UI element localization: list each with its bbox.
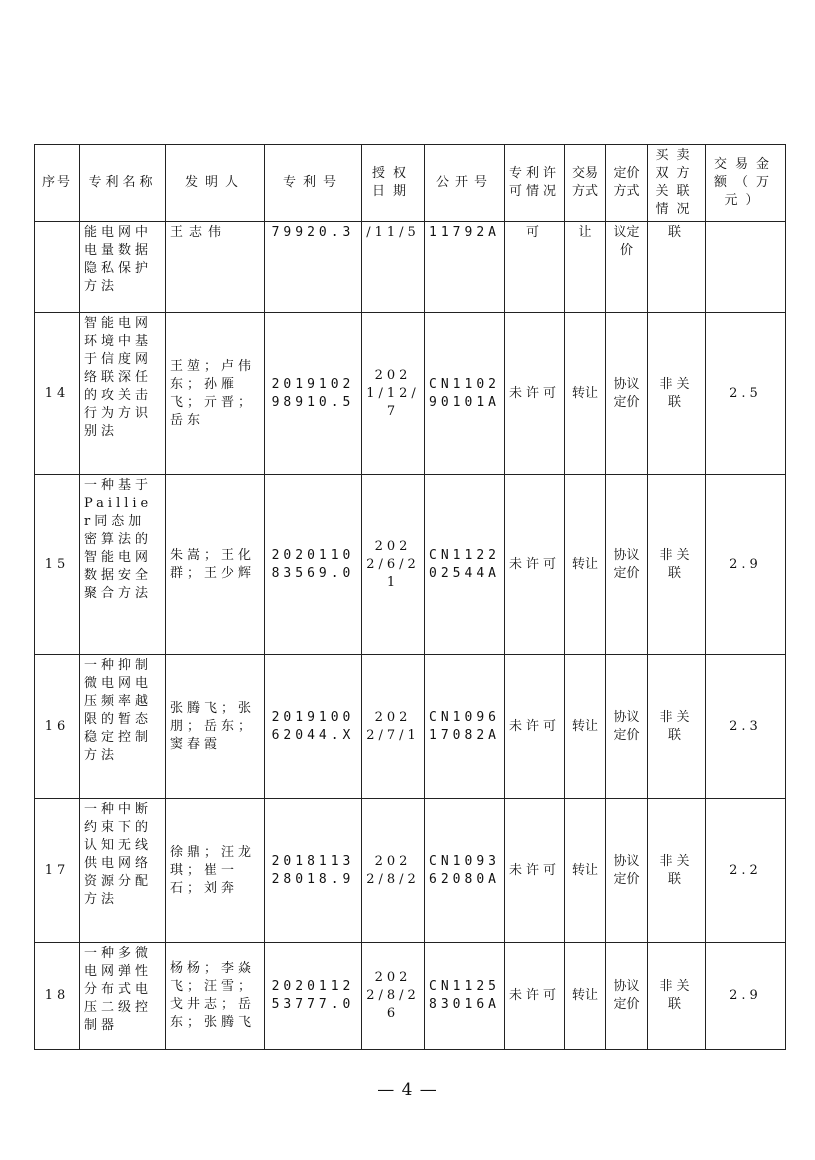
header-pricing: 定价方式 [606, 145, 648, 222]
cell-patent-no: 202011083569.0 [265, 475, 362, 655]
page-number: — 4 — [377, 1080, 438, 1100]
cell-name: 一种多微电网弹性分布式电压二级控制器 [80, 943, 166, 1050]
cell-amount: 2.9 [706, 943, 786, 1050]
table-row [35, 475, 786, 655]
cell-trade-mode: 让 [565, 222, 606, 313]
cell-license: 未许可 [505, 655, 565, 799]
cell-pricing: 协议定价 [606, 799, 648, 943]
cell-seq: 15 [35, 475, 80, 655]
header-name: 专利名称 [80, 145, 166, 222]
cell-pricing: 协议定价 [606, 313, 648, 475]
cell-amount: 2.9 [706, 475, 786, 655]
cell-trade-mode: 转让 [565, 313, 606, 475]
header-seq: 序号 [35, 145, 80, 222]
cell-license: 未许可 [505, 313, 565, 475]
cell-pub-no: 11792A [425, 222, 505, 313]
cell-license: 未许可 [505, 475, 565, 655]
cell-grant-date: 2022/7/1 [362, 655, 425, 799]
cell-pricing: 议定价 [606, 222, 648, 313]
cell-relation: 非关联 [648, 943, 706, 1050]
cell-trade-mode: 转让 [565, 475, 606, 655]
cell-trade-mode: 转让 [565, 943, 606, 1050]
cell-relation: 联 [648, 222, 706, 313]
cell-relation: 非关联 [648, 655, 706, 799]
cell-pricing: 协议定价 [606, 943, 648, 1050]
table-row [35, 313, 786, 475]
cell-patent-no: 201811328018.9 [265, 799, 362, 943]
cell-name: 能电网中电量数据隐私保护方法 [80, 222, 166, 313]
cell-inventor: 朱嵩；王化群；王少辉 [166, 475, 265, 655]
header-pub-no: 公开号 [425, 145, 505, 222]
header-patent-no: 专利号 [265, 145, 362, 222]
table-header-row [35, 145, 786, 222]
cell-pub-no: CN112202544A [425, 475, 505, 655]
patent-transaction-table [34, 144, 786, 1050]
table-row [35, 943, 786, 1050]
cell-seq: 18 [35, 943, 80, 1050]
table-row [35, 655, 786, 799]
cell-inventor: 徐鼎；汪龙琪；崔一石；刘奔 [166, 799, 265, 943]
cell-relation: 非关联 [648, 799, 706, 943]
cell-name: 智能电网环境中基于信度网络联深任的攻关击行为方识别法 [80, 313, 166, 475]
cell-grant-date: 2022/8/2 [362, 799, 425, 943]
header-license: 专利许可情况 [505, 145, 565, 222]
cell-grant-date: 2021/12/7 [362, 313, 425, 475]
cell-inventor: 王堃；卢伟东；孙雁飞；亓晋；岳东 [166, 313, 265, 475]
header-inventor: 发明人 [166, 145, 265, 222]
cell-inventor: 王志伟 [166, 222, 265, 313]
cell-amount: 2.5 [706, 313, 786, 475]
header-trade-mode: 交易方式 [565, 145, 606, 222]
cell-pub-no: CN109362080A [425, 799, 505, 943]
cell-patent-no: 201910062044.X [265, 655, 362, 799]
cell-grant-date: 2022/6/21 [362, 475, 425, 655]
cell-seq [35, 222, 80, 313]
cell-pub-no: CN112583016A [425, 943, 505, 1050]
cell-trade-mode: 转让 [565, 799, 606, 943]
cell-name: 一种抑制微电网电压频率越限的暂态稳定控制方法 [80, 655, 166, 799]
cell-grant-date: /11/5 [362, 222, 425, 313]
cell-inventor: 张腾飞；张朋；岳东；窦春霞 [166, 655, 265, 799]
cell-license: 未许可 [505, 943, 565, 1050]
cell-license: 未许可 [505, 799, 565, 943]
cell-relation: 非关联 [648, 475, 706, 655]
cell-patent-no: 79920.3 [265, 222, 362, 313]
header-amount: 交易金额（万元） [706, 145, 786, 222]
cell-amount [706, 222, 786, 313]
cell-pricing: 协议定价 [606, 655, 648, 799]
table-row [35, 799, 786, 943]
cell-patent-no: 202011253777.0 [265, 943, 362, 1050]
cell-pub-no: CN110290101A [425, 313, 505, 475]
cell-name: 一种中断约束下的认知无线供电网络资源分配方法 [80, 799, 166, 943]
cell-patent-no: 201910298910.5 [265, 313, 362, 475]
header-relation: 买卖双方关联情况 [648, 145, 706, 222]
cell-name: 一种基于Paillier同态加密算法的智能电网数据安全聚合方法 [80, 475, 166, 655]
header-grant-date: 授权日期 [362, 145, 425, 222]
cell-pricing: 协议定价 [606, 475, 648, 655]
table-row-continued [35, 222, 786, 313]
cell-amount: 2.2 [706, 799, 786, 943]
cell-relation: 非关联 [648, 313, 706, 475]
cell-seq: 14 [35, 313, 80, 475]
cell-grant-date: 2022/8/26 [362, 943, 425, 1050]
cell-trade-mode: 转让 [565, 655, 606, 799]
cell-pub-no: CN109617082A [425, 655, 505, 799]
cell-seq: 17 [35, 799, 80, 943]
cell-license: 可 [505, 222, 565, 313]
cell-seq: 16 [35, 655, 80, 799]
cell-amount: 2.3 [706, 655, 786, 799]
cell-inventor: 杨杨；李焱飞；汪雪；戈井志；岳东；张腾飞 [166, 943, 265, 1050]
